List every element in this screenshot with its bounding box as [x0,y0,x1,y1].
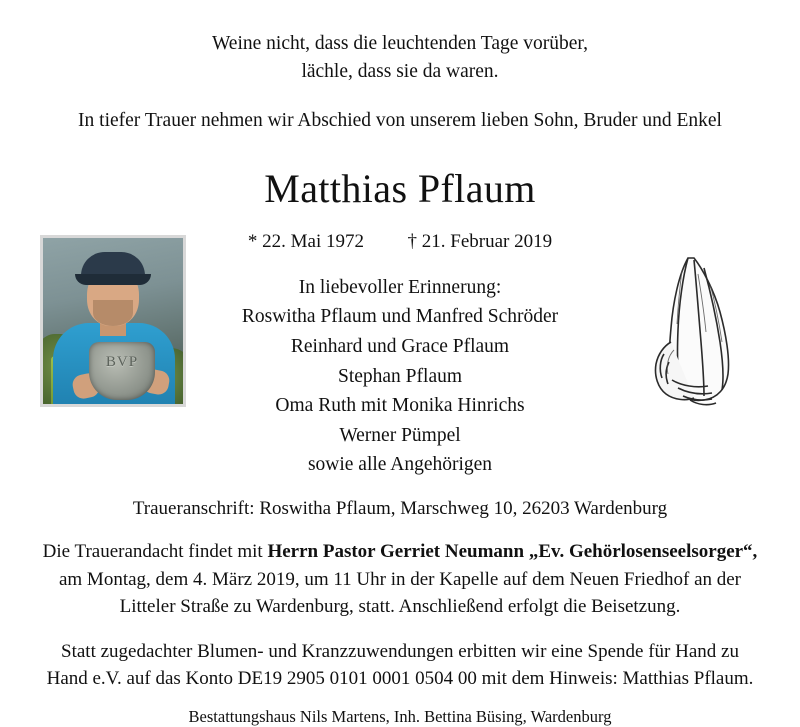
mourner-3: Stephan Pflaum [337,365,463,387]
donation-request [26,638,774,693]
ceremony-line-3: Litteler Straße zu Wardenburg, statt. Anschließend erfolgt die Beisetzung. [119,596,681,618]
birth-date: * 22. Mai 1972 [247,230,364,252]
poem [26,30,774,85]
deceased-name: Matthias Pflaum [264,165,536,211]
mourner-2: Reinhard und Grace Pflaum [290,335,510,357]
photo-beard [93,300,133,326]
praying-hands-icon [638,250,748,410]
funeral-home: Bestattungshaus Nils Martens, Inh. Bettina Büsing, Wardenburg [188,706,612,726]
intro-text: In tiefer Trauer nehmen wir Abschied von unserem lieben Sohn, Bruder und Enkel [78,110,722,132]
poem-line-1: Weine nicht, dass die leuchtenden Tage vorüber, [211,33,589,54]
ceremony-details [26,538,774,621]
mourner-5: Werner Pümpel [339,424,461,446]
ceremony-pastor: Herrn Pastor Gerriet Neumann „Ev. Gehörlosenseelsorger“, [267,541,758,563]
condolence-address: Traueranschrift: Roswitha Pflaum, Marschweg 10, 26203 Wardenburg [132,498,668,520]
donation-line-2: Hand e.V. auf das Konto DE19 2905 0101 0001 0504 00 mit dem Hinweis: Matthias Pflaum. [46,668,754,690]
photo-cap-brim [75,274,151,285]
mourner-4: Oma Ruth mit Monika Hinrichs [275,395,525,417]
donation-line-1: Statt zugedachter Blumen- und Kranzzuwendungen erbitten wir eine Spende für Hand zu [61,640,739,662]
death-date: † 21. Februar 2019 [407,230,553,252]
photo-plaque-text: BVP [105,354,139,370]
poem-line-2: lächle, dass sie da waren. [301,60,499,82]
mourner-6: sowie alle Angehörigen [307,454,493,476]
ceremony-line-1-prefix: Die Trauerandacht findet mit [42,541,268,563]
ceremony-line-2: am Montag, dem 4. März 2019, um 11 Uhr in der Kapelle auf dem Neuen Friedhof an der [58,568,742,590]
memory-heading: In liebevoller Erinnerung: [298,276,502,298]
mourner-1: Roswitha Pflaum und Manfred Schröder [241,306,559,328]
portrait-photo [40,235,186,407]
photo-plaque [89,342,155,400]
